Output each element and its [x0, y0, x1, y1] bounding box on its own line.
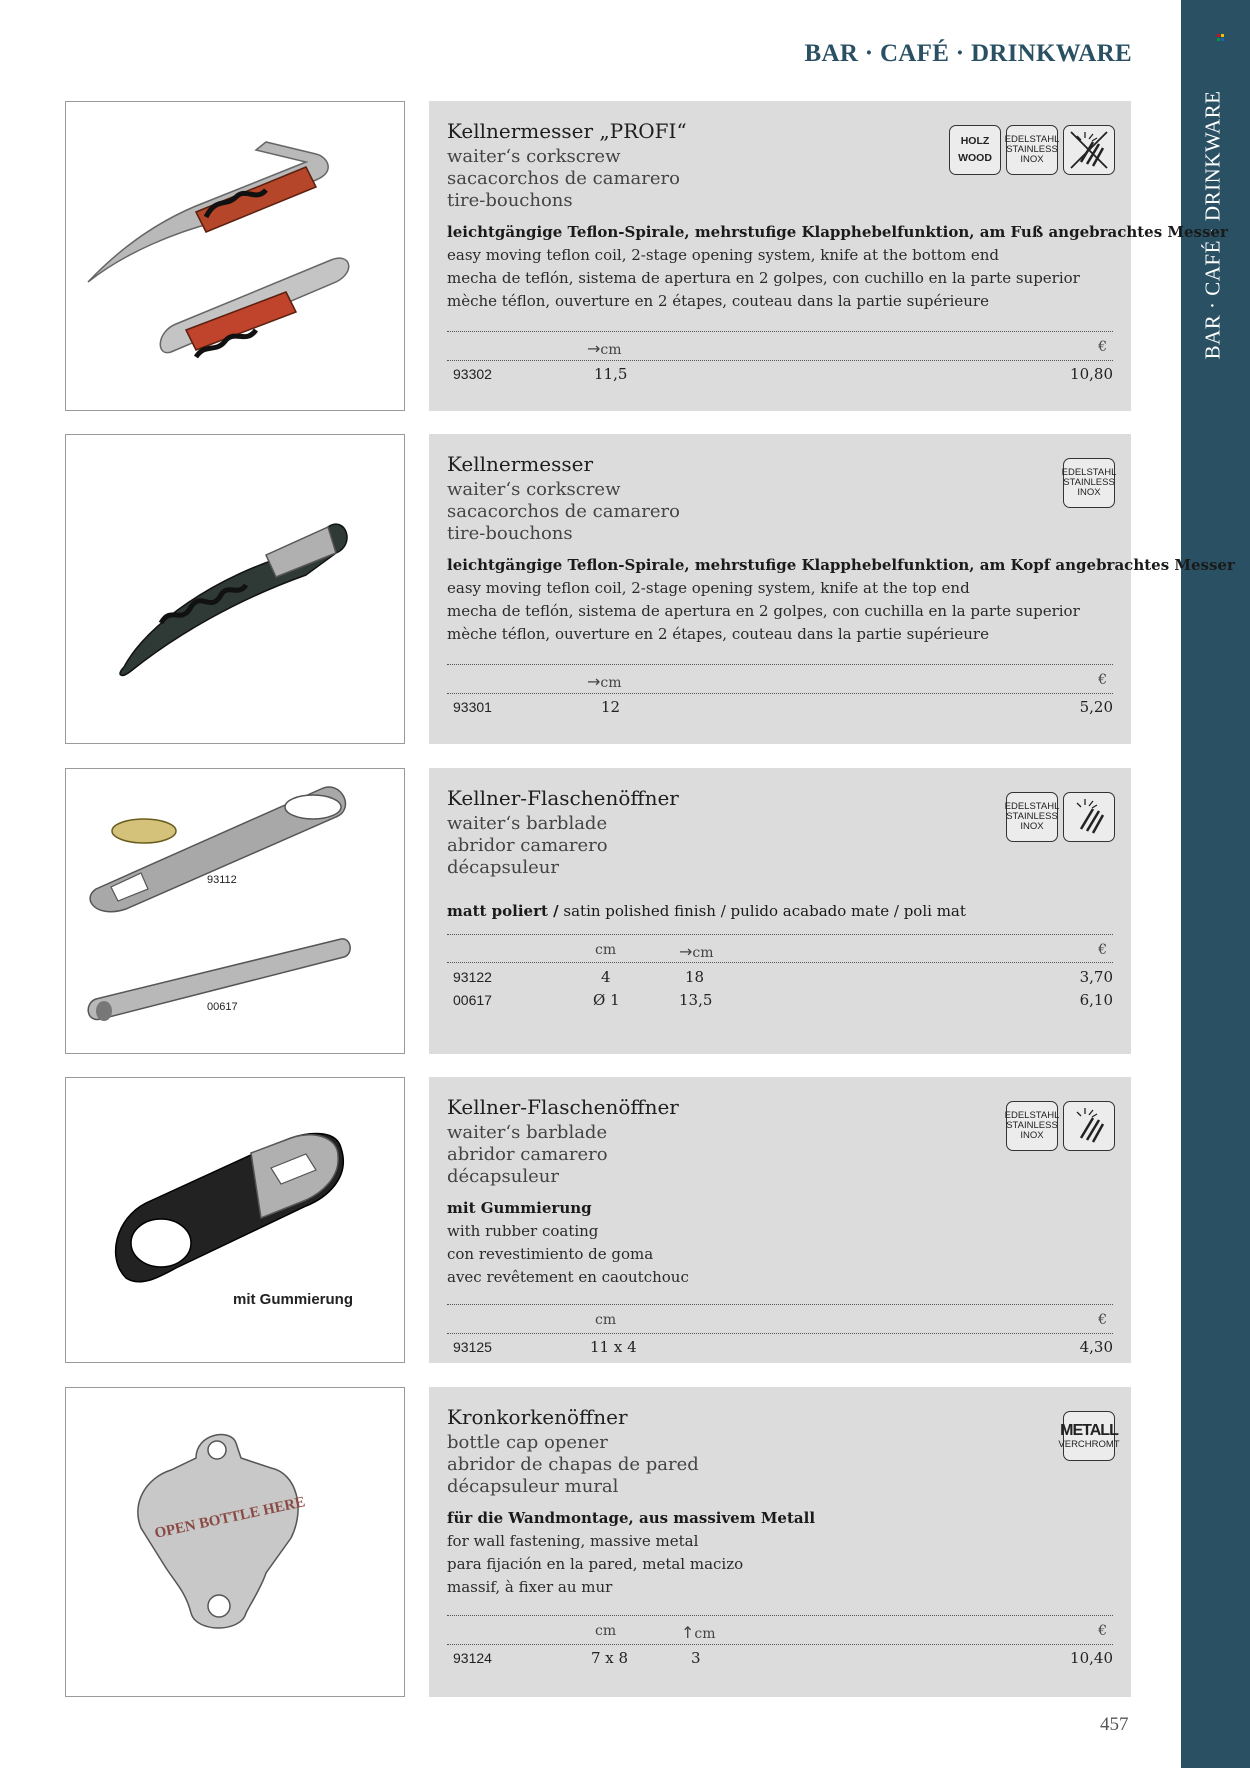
product-description-main: leichtgängige Teflon-Spirale, mehrstufige Klapphebelfunktion, am Kopf angebrachtes Messer — [447, 556, 1235, 574]
table-divider — [447, 1304, 1113, 1305]
product-title: Kellner-Flaschenöffner — [447, 786, 679, 810]
product-subtitle: abridor de chapas de pared — [447, 1454, 699, 1475]
product-description: mèche téflon, ouverture en 2 étapes, couteau dans la partie supérieure — [447, 292, 989, 310]
product-subtitle: décapsuleur — [447, 857, 559, 878]
table-cell-sku: 93125 — [453, 1339, 492, 1355]
page-title: BAR · CAFÉ · DRINKWARE — [804, 40, 1132, 67]
wall-opener-image — [66, 1388, 404, 1696]
table-cell-width: Ø 1 — [593, 991, 620, 1009]
product-subtitle: décapsuleur — [447, 1166, 559, 1187]
table-header-height: ↑cm — [681, 1623, 716, 1642]
table-divider — [447, 331, 1113, 332]
product-row — [65, 1387, 1131, 1697]
product-description-main: mit Gummierung — [447, 1199, 592, 1217]
dishwasher-icon — [1063, 1101, 1115, 1151]
table-cell-sku: 93124 — [453, 1650, 492, 1666]
product-description: mecha de teflón, sistema de apertura en 2 golpes, con cuchilla en la parte superior — [447, 602, 1080, 620]
product-image — [65, 1077, 405, 1363]
product-image — [65, 1387, 405, 1697]
product-subtitle: sacacorchos de camarero — [447, 168, 680, 189]
image-label-variant: mit Gummierung — [233, 1291, 354, 1308]
table-cell-price: 10,80 — [1070, 365, 1113, 383]
product-description: massif, à fixer au mur — [447, 1578, 613, 1596]
table-cell-length: 13,5 — [679, 991, 713, 1009]
product-description-main: matt poliert / satin polished finish / pulido acabado mate / poli mat — [447, 902, 966, 920]
table-header-size: cm — [595, 1312, 617, 1328]
product-title: Kronkorkenöffner — [447, 1405, 628, 1429]
arrow-right-icon: → — [679, 942, 693, 961]
table-cell-sku: 93122 — [453, 969, 492, 985]
product-description: for wall fastening, massive metal — [447, 1532, 699, 1550]
product-subtitle: décapsuleur mural — [447, 1476, 619, 1497]
wood-badge: HOLZ WOOD — [949, 125, 1001, 175]
table-cell-price: 5,20 — [1079, 698, 1113, 716]
product-subtitle: sacacorchos de camarero — [447, 501, 680, 522]
table-cell-height: 3 — [691, 1649, 701, 1667]
table-cell-price: 3,70 — [1079, 968, 1113, 986]
no-dishwasher-icon — [1063, 125, 1115, 175]
table-cell-length: 18 — [685, 968, 705, 986]
product-image — [65, 434, 405, 744]
product-row — [65, 1077, 1131, 1363]
product-subtitle: waiter‘s barblade — [447, 1122, 608, 1143]
page-number: 457 — [1100, 1714, 1129, 1735]
table-header-price: € — [1098, 942, 1107, 958]
product-title: Kellner-Flaschenöffner — [447, 1095, 679, 1119]
table-divider — [447, 1615, 1113, 1616]
product-subtitle: tire-bouchons — [447, 190, 573, 211]
table-header-length: →cm — [679, 942, 714, 961]
stainless-badge: EDELSTAHL STAINLESS INOX — [1063, 458, 1115, 508]
product-image — [65, 768, 405, 1054]
product-image — [65, 101, 405, 411]
table-cell-price: 10,40 — [1070, 1649, 1113, 1667]
product-panel — [429, 1077, 1131, 1363]
stainless-badge: EDELSTAHL STAINLESS INOX — [1006, 1101, 1058, 1151]
table-cell-size: 11 x 4 — [590, 1338, 637, 1356]
product-description: mèche téflon, ouverture en 2 étapes, couteau dans la partie supérieure — [447, 625, 989, 643]
metal-chrome-badge: METALL VERCHROMT — [1063, 1411, 1115, 1461]
product-row — [65, 768, 1131, 1054]
table-divider — [447, 693, 1113, 694]
product-subtitle: abridor camarero — [447, 835, 608, 856]
product-title: Kellnermesser — [447, 452, 594, 476]
product-title: Kellnermesser „PROFI“ — [447, 119, 687, 143]
table-cell-price: 6,10 — [1079, 991, 1113, 1009]
stainless-badge: EDELSTAHL STAINLESS INOX — [1006, 125, 1058, 175]
product-subtitle: bottle cap opener — [447, 1432, 608, 1453]
table-divider — [447, 1333, 1113, 1334]
image-label-sku: 00617 — [207, 1001, 238, 1013]
product-description: avec revêtement en caoutchouc — [447, 1268, 689, 1286]
product-panel — [429, 434, 1235, 744]
table-header-price: € — [1098, 1623, 1107, 1639]
table-header-length: →cm — [587, 672, 622, 691]
table-header-price: € — [1098, 1312, 1107, 1328]
color-mark-icon — [1217, 34, 1224, 41]
product-row — [65, 434, 1235, 744]
table-header-diameter: cm — [595, 942, 617, 958]
corkscrew-profi-image — [66, 102, 404, 410]
product-description-main: leichtgängige Teflon-Spirale, mehrstufige Klapphebelfunktion, am Fuß angebrachtes Messer — [447, 223, 1228, 241]
table-divider — [447, 1644, 1113, 1645]
opener-embossed-text: OPEN BOTTLE HERE — [153, 1494, 307, 1542]
product-description-main: für die Wandmontage, aus massivem Metall — [447, 1509, 816, 1527]
table-cell-length: 12 — [601, 698, 621, 716]
table-cell-size: 7 x 8 — [591, 1649, 629, 1667]
arrow-right-icon: → — [587, 672, 601, 691]
product-subtitle: tire-bouchons — [447, 523, 573, 544]
product-description: easy moving teflon coil, 2-stage opening system, knife at the bottom end — [447, 246, 999, 264]
table-cell-sku: 93302 — [453, 366, 492, 382]
product-subtitle: waiter‘s corkscrew — [447, 146, 621, 167]
product-subtitle: abridor camarero — [447, 1144, 608, 1165]
product-description: para fijación en la pared, metal macizo — [447, 1555, 744, 1573]
table-header-price: € — [1098, 672, 1107, 688]
product-description: with rubber coating — [447, 1222, 599, 1240]
product-subtitle: waiter‘s barblade — [447, 813, 608, 834]
table-divider — [447, 664, 1113, 665]
image-label-sku: 93112 — [207, 874, 237, 886]
corkscrew-black-image — [66, 435, 404, 743]
table-cell-sku: 93301 — [453, 699, 492, 715]
arrow-up-icon: ↑ — [681, 1623, 695, 1642]
table-divider — [447, 934, 1113, 935]
table-cell-sku: 00617 — [453, 992, 492, 1008]
table-header-size: cm — [595, 1623, 617, 1639]
product-description: con revestimiento de goma — [447, 1245, 654, 1263]
table-header-price: € — [1098, 339, 1107, 355]
product-description: mecha de teflón, sistema de apertura en 2 golpes, con cuchillo en la parte superior — [447, 269, 1080, 287]
product-panel — [429, 768, 1131, 1054]
dishwasher-icon — [1063, 792, 1115, 842]
table-cell-price: 4,30 — [1079, 1338, 1113, 1356]
rubber-barblade-image — [66, 1078, 404, 1362]
sidebar-category-label: BAR · CAFÉ · DRINKWARE — [1200, 90, 1225, 360]
table-divider — [447, 360, 1113, 361]
arrow-right-icon: → — [587, 339, 601, 358]
product-subtitle: waiter‘s corkscrew — [447, 479, 621, 500]
table-divider — [447, 962, 1113, 963]
table-cell-width: 4 — [601, 968, 611, 986]
table-header-length: →cm — [587, 339, 622, 358]
stainless-badge: EDELSTAHL STAINLESS INOX — [1006, 792, 1058, 842]
product-panel — [429, 1387, 1131, 1697]
product-description: easy moving teflon coil, 2-stage opening system, knife at the top end — [447, 579, 970, 597]
table-cell-length: 11,5 — [594, 365, 628, 383]
